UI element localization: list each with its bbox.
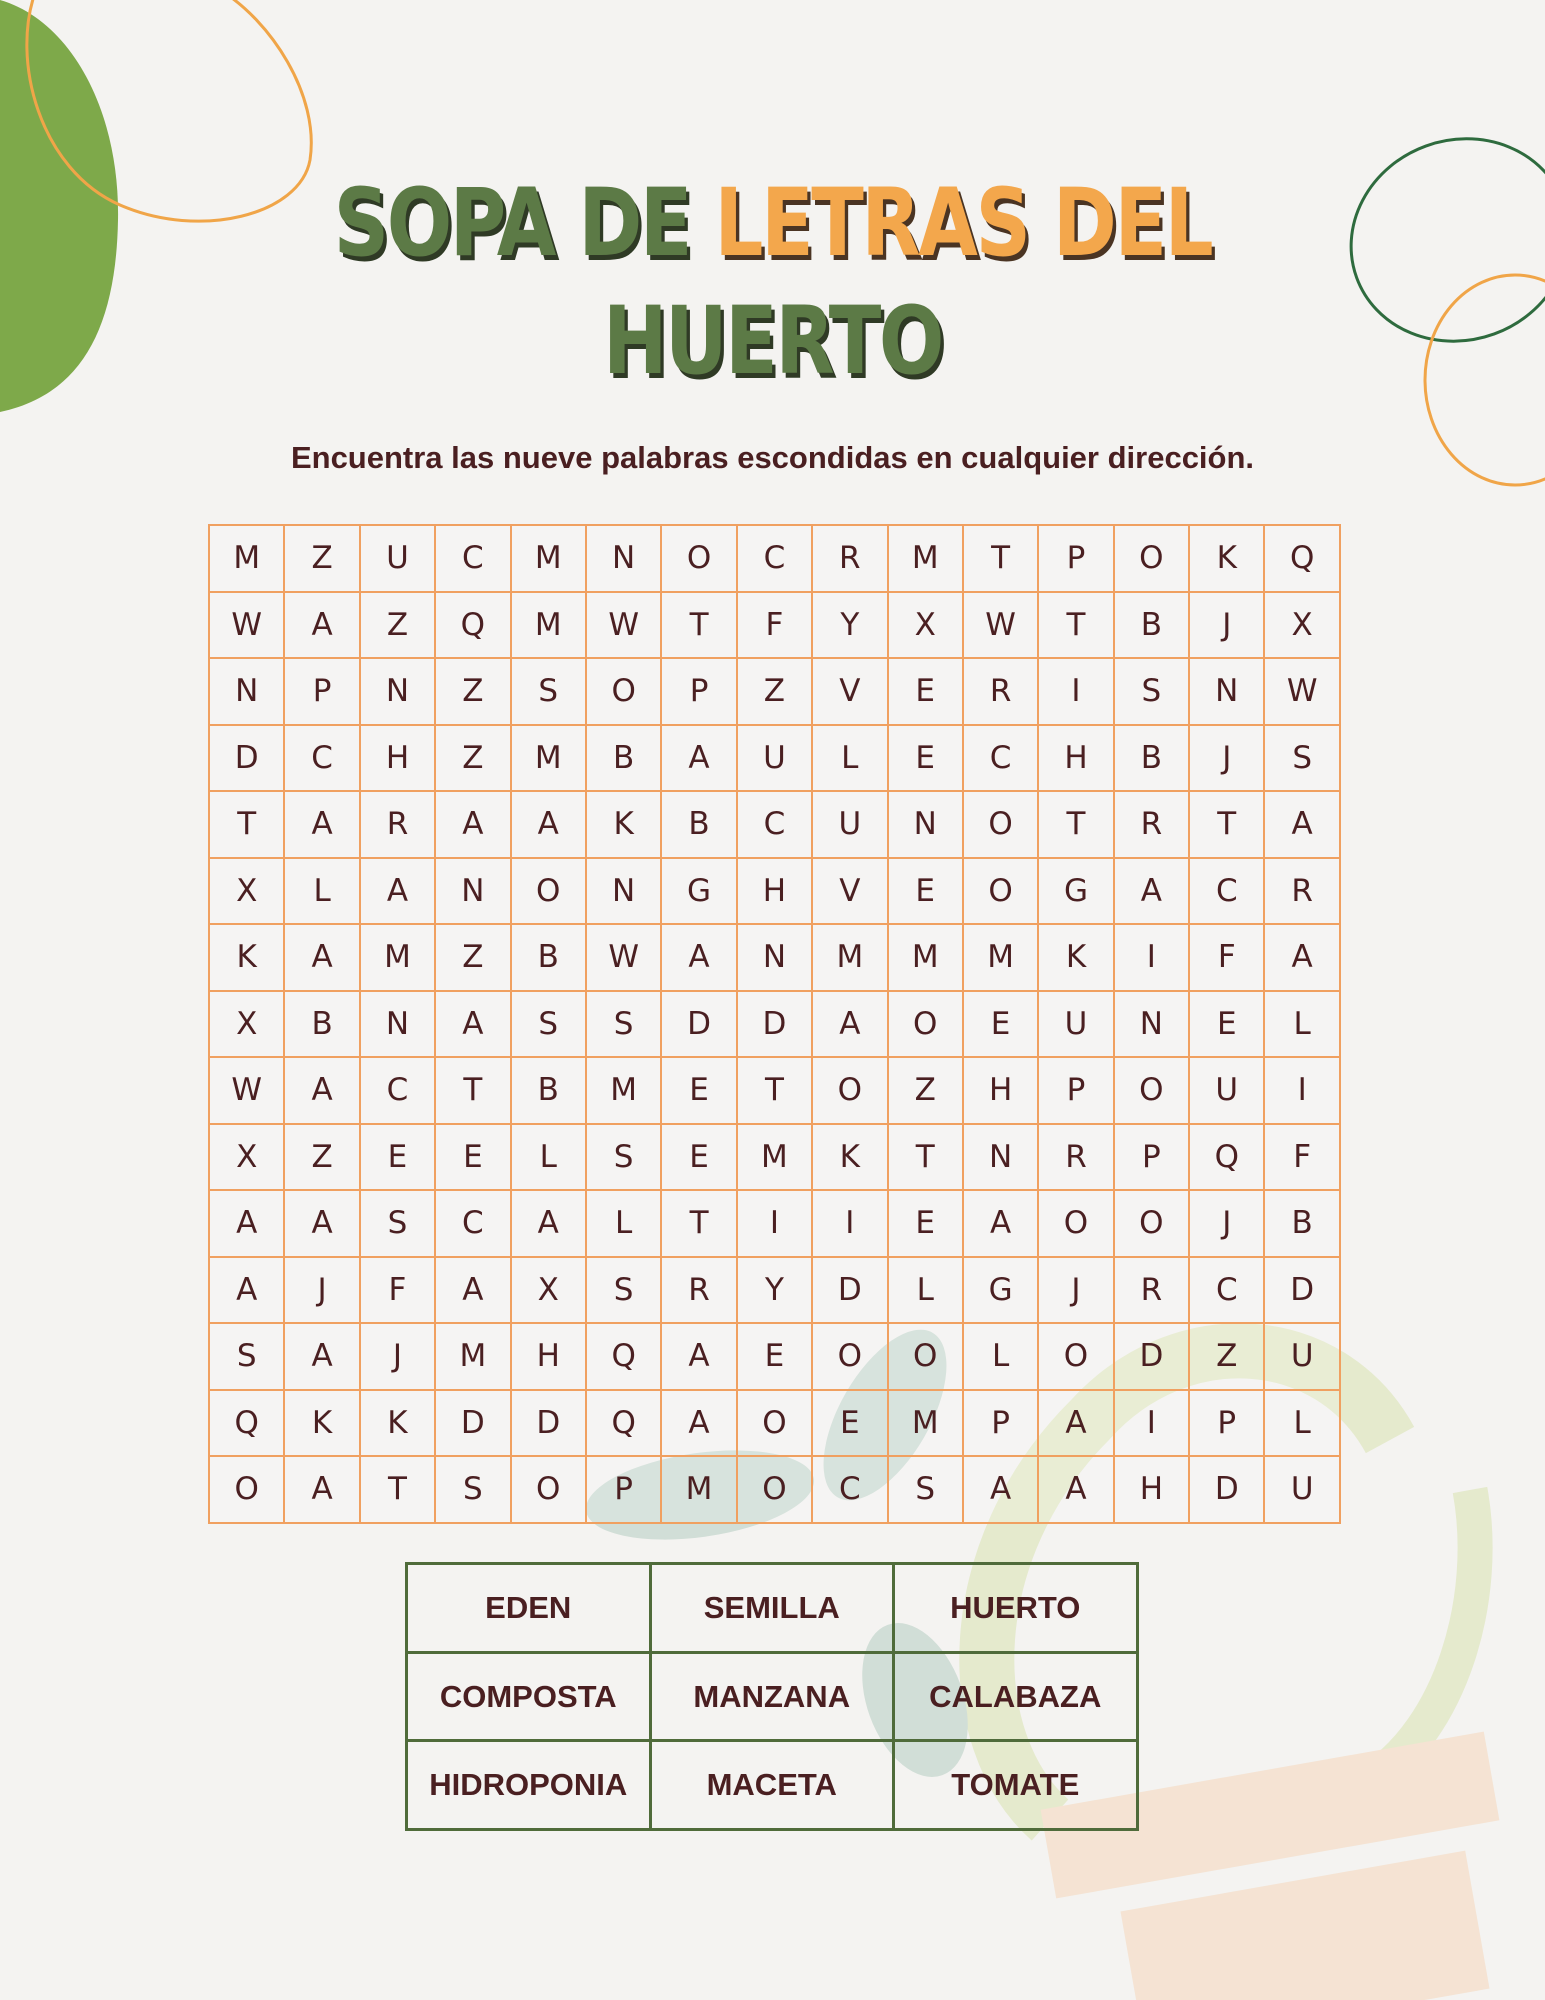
grid-cell[interactable]: C xyxy=(964,726,1039,793)
grid-cell[interactable]: A xyxy=(964,1457,1039,1524)
grid-cell[interactable]: T xyxy=(662,593,737,660)
grid-cell[interactable]: C xyxy=(738,526,813,593)
grid-cell[interactable]: O xyxy=(738,1391,813,1458)
grid-cell[interactable]: P xyxy=(964,1391,1039,1458)
grid-cell[interactable]: A xyxy=(1265,925,1340,992)
grid-cell[interactable]: A xyxy=(1265,792,1340,859)
grid-cell[interactable]: N xyxy=(738,925,813,992)
grid-cell[interactable]: R xyxy=(964,659,1039,726)
grid-cell[interactable]: Z xyxy=(361,593,436,660)
grid-cell[interactable]: Q xyxy=(587,1391,662,1458)
grid-cell[interactable]: A xyxy=(512,1191,587,1258)
grid-cell[interactable]: R xyxy=(813,526,888,593)
grid-cell[interactable]: K xyxy=(361,1391,436,1458)
grid-cell[interactable]: R xyxy=(1039,1125,1114,1192)
grid-cell[interactable]: D xyxy=(512,1391,587,1458)
grid-cell[interactable]: O xyxy=(964,859,1039,926)
word-item: COMPOSTA xyxy=(408,1654,652,1743)
grid-cell[interactable]: A xyxy=(662,726,737,793)
grid-cell[interactable]: G xyxy=(964,1258,1039,1325)
grid-cell[interactable]: T xyxy=(210,792,285,859)
grid-cell[interactable]: L xyxy=(813,726,888,793)
grid-cell[interactable]: P xyxy=(1190,1391,1265,1458)
grid-cell[interactable]: O xyxy=(964,792,1039,859)
grid-cell[interactable]: X xyxy=(1265,593,1340,660)
grid-cell[interactable]: B xyxy=(1265,1191,1340,1258)
grid-cell[interactable]: Z xyxy=(285,1125,360,1192)
grid-cell[interactable]: O xyxy=(210,1457,285,1524)
grid-cell[interactable]: G xyxy=(662,859,737,926)
page-title xyxy=(139,165,1406,401)
grid-cell[interactable]: U xyxy=(1039,992,1114,1059)
grid-cell[interactable]: U xyxy=(1190,1058,1265,1125)
grid-cell[interactable]: Q xyxy=(436,593,511,660)
grid-cell[interactable]: B xyxy=(587,726,662,793)
grid-cell[interactable]: V xyxy=(813,659,888,726)
grid-cell[interactable]: M xyxy=(512,726,587,793)
grid-cell[interactable]: U xyxy=(738,726,813,793)
grid-cell[interactable]: S xyxy=(210,1324,285,1391)
grid-cell[interactable]: Z xyxy=(889,1058,964,1125)
grid-cell[interactable]: E xyxy=(889,659,964,726)
grid-cell[interactable]: D xyxy=(1265,1258,1340,1325)
grid-cell[interactable]: C xyxy=(1190,1258,1265,1325)
grid-cell[interactable]: E xyxy=(813,1391,888,1458)
grid-cell[interactable]: Z xyxy=(436,726,511,793)
grid-cell[interactable]: A xyxy=(210,1258,285,1325)
grid-cell[interactable]: M xyxy=(210,526,285,593)
grid-cell[interactable]: T xyxy=(889,1125,964,1192)
grid-cell[interactable]: T xyxy=(1190,792,1265,859)
grid-cell[interactable]: O xyxy=(813,1324,888,1391)
word-item: TOMATE xyxy=(895,1742,1139,1831)
grid-cell[interactable]: K xyxy=(1039,925,1114,992)
grid-cell[interactable]: X xyxy=(512,1258,587,1325)
grid-cell[interactable]: D xyxy=(662,992,737,1059)
grid-cell[interactable]: N xyxy=(587,526,662,593)
grid-cell[interactable]: N xyxy=(210,659,285,726)
grid-cell[interactable]: H xyxy=(1039,726,1114,793)
grid-cell[interactable]: M xyxy=(889,925,964,992)
grid-cell[interactable]: I xyxy=(1039,659,1114,726)
grid-cell[interactable]: X xyxy=(210,992,285,1059)
grid-cell[interactable]: M xyxy=(436,1324,511,1391)
grid-cell[interactable]: S xyxy=(587,992,662,1059)
grid-cell[interactable]: N xyxy=(587,859,662,926)
grid-cell[interactable]: Z xyxy=(285,526,360,593)
grid-cell[interactable]: J xyxy=(1190,1191,1265,1258)
grid-cell[interactable]: M xyxy=(512,593,587,660)
grid-cell[interactable]: A xyxy=(662,925,737,992)
grid-cell[interactable]: C xyxy=(738,792,813,859)
grid-cell[interactable]: C xyxy=(436,1191,511,1258)
grid-cell[interactable]: M xyxy=(738,1125,813,1192)
grid-cell[interactable]: M xyxy=(512,526,587,593)
grid-cell[interactable]: B xyxy=(512,925,587,992)
grid-cell[interactable]: C xyxy=(285,726,360,793)
grid-cell[interactable]: T xyxy=(1039,593,1114,660)
grid-cell[interactable]: L xyxy=(512,1125,587,1192)
grid-cell[interactable]: O xyxy=(587,659,662,726)
grid-cell[interactable]: S xyxy=(1265,726,1340,793)
grid-cell[interactable]: Q xyxy=(587,1324,662,1391)
title-part-1: SOPA DE xyxy=(333,169,691,278)
grid-cell[interactable]: N xyxy=(964,1125,1039,1192)
grid-cell[interactable]: N xyxy=(889,792,964,859)
grid-cell[interactable]: S xyxy=(587,1125,662,1192)
grid-cell[interactable]: H xyxy=(964,1058,1039,1125)
grid-cell[interactable]: O xyxy=(1039,1324,1114,1391)
grid-cell[interactable]: M xyxy=(889,1391,964,1458)
grid-cell[interactable]: S xyxy=(436,1457,511,1524)
grid-cell[interactable]: A xyxy=(436,792,511,859)
grid-cell[interactable]: E xyxy=(662,1058,737,1125)
grid-cell[interactable]: S xyxy=(1115,659,1190,726)
grid-cell[interactable]: O xyxy=(1115,1058,1190,1125)
grid-cell[interactable]: L xyxy=(285,859,360,926)
grid-cell[interactable]: Z xyxy=(1190,1324,1265,1391)
grid-cell[interactable]: S xyxy=(889,1457,964,1524)
grid-cell[interactable]: Y xyxy=(813,593,888,660)
grid-cell[interactable]: P xyxy=(662,659,737,726)
grid-cell[interactable]: A xyxy=(361,859,436,926)
grid-cell[interactable]: W xyxy=(587,593,662,660)
grid-cell[interactable]: T xyxy=(436,1058,511,1125)
grid-cell[interactable]: O xyxy=(1115,1191,1190,1258)
title-part-2: LETRAS DEL xyxy=(714,169,1212,278)
grid-cell[interactable]: C xyxy=(813,1457,888,1524)
word-item: HIDROPONIA xyxy=(408,1742,652,1831)
grid-cell[interactable]: H xyxy=(1115,1457,1190,1524)
grid-cell[interactable]: O xyxy=(813,1058,888,1125)
grid-cell[interactable]: N xyxy=(436,859,511,926)
grid-cell[interactable]: A xyxy=(285,1457,360,1524)
grid-cell[interactable]: I xyxy=(1115,1391,1190,1458)
word-item: MACETA xyxy=(652,1742,896,1831)
grid-cell[interactable]: O xyxy=(889,992,964,1059)
grid-cell[interactable]: N xyxy=(361,659,436,726)
grid-cell[interactable]: A xyxy=(1115,859,1190,926)
grid-cell[interactable]: A xyxy=(285,925,360,992)
grid-cell[interactable]: E xyxy=(1190,992,1265,1059)
grid-cell[interactable]: C xyxy=(1190,859,1265,926)
grid-cell[interactable]: W xyxy=(964,593,1039,660)
grid-cell[interactable]: Q xyxy=(210,1391,285,1458)
grid-cell[interactable]: O xyxy=(512,859,587,926)
grid-cell[interactable]: A xyxy=(210,1191,285,1258)
instructions: Encuentra las nueve palabras escondidas en cualquier dirección. xyxy=(290,440,1255,475)
grid-cell[interactable]: O xyxy=(889,1324,964,1391)
grid-cell[interactable]: A xyxy=(964,1191,1039,1258)
grid-cell[interactable]: K xyxy=(587,792,662,859)
grid-cell[interactable]: V xyxy=(813,859,888,926)
grid-cell[interactable]: A xyxy=(1039,1457,1114,1524)
grid-cell[interactable]: W xyxy=(587,925,662,992)
grid-cell[interactable]: L xyxy=(889,1258,964,1325)
grid-cell[interactable]: M xyxy=(587,1058,662,1125)
grid-cell[interactable]: N xyxy=(361,992,436,1059)
grid-cell[interactable]: R xyxy=(361,792,436,859)
grid-cell[interactable]: I xyxy=(738,1191,813,1258)
grid-cell[interactable]: X xyxy=(210,1125,285,1192)
grid-cell[interactable]: M xyxy=(889,526,964,593)
grid-cell[interactable]: D xyxy=(1190,1457,1265,1524)
grid-cell[interactable]: W xyxy=(210,1058,285,1125)
grid-cell[interactable]: B xyxy=(285,992,360,1059)
grid-cell[interactable]: E xyxy=(738,1324,813,1391)
grid-cell[interactable]: Y xyxy=(738,1258,813,1325)
grid-cell[interactable]: R xyxy=(1115,1258,1190,1325)
grid-cell[interactable]: P xyxy=(587,1457,662,1524)
grid-cell[interactable]: K xyxy=(285,1391,360,1458)
grid-cell[interactable]: A xyxy=(285,1191,360,1258)
grid-cell[interactable]: H xyxy=(361,726,436,793)
grid-cell[interactable]: L xyxy=(964,1324,1039,1391)
grid-cell[interactable]: B xyxy=(1115,726,1190,793)
grid-cell[interactable]: I xyxy=(1265,1058,1340,1125)
grid-cell[interactable]: J xyxy=(1039,1258,1114,1325)
grid-cell[interactable]: O xyxy=(738,1457,813,1524)
grid-cell[interactable]: U xyxy=(361,526,436,593)
grid-cell[interactable]: F xyxy=(1265,1125,1340,1192)
grid-cell[interactable]: O xyxy=(1039,1191,1114,1258)
grid-cell[interactable]: R xyxy=(1115,792,1190,859)
grid-cell[interactable]: A xyxy=(285,1058,360,1125)
grid-cell[interactable]: T xyxy=(1039,792,1114,859)
grid-cell[interactable]: M xyxy=(361,925,436,992)
grid-cell[interactable]: X xyxy=(889,593,964,660)
grid-cell[interactable]: D xyxy=(1115,1324,1190,1391)
grid-cell[interactable]: H xyxy=(738,859,813,926)
letter-grid xyxy=(208,524,1341,1524)
grid-cell[interactable]: C xyxy=(361,1058,436,1125)
grid-cell[interactable]: A xyxy=(436,1258,511,1325)
grid-cell[interactable]: L xyxy=(1265,1391,1340,1458)
grid-cell[interactable]: J xyxy=(1190,593,1265,660)
word-item: MANZANA xyxy=(652,1654,896,1743)
word-item: EDEN xyxy=(408,1565,652,1654)
word-list xyxy=(405,1562,1139,1831)
grid-cell[interactable]: T xyxy=(662,1191,737,1258)
grid-cell[interactable]: I xyxy=(1115,925,1190,992)
grid-cell[interactable]: F xyxy=(738,593,813,660)
grid-cell[interactable]: B xyxy=(512,1058,587,1125)
grid-cell[interactable]: J xyxy=(361,1324,436,1391)
grid-cell[interactable]: A xyxy=(436,992,511,1059)
grid-cell[interactable]: A xyxy=(662,1391,737,1458)
grid-cell[interactable]: A xyxy=(813,992,888,1059)
grid-cell[interactable]: S xyxy=(587,1258,662,1325)
grid-cell[interactable]: N xyxy=(1115,992,1190,1059)
word-item: HUERTO xyxy=(895,1565,1139,1654)
grid-cell[interactable]: Z xyxy=(738,659,813,726)
grid-cell[interactable]: N xyxy=(1190,659,1265,726)
grid-cell[interactable]: D xyxy=(738,992,813,1059)
grid-cell[interactable]: E xyxy=(964,992,1039,1059)
grid-cell[interactable]: K xyxy=(813,1125,888,1192)
grid-cell[interactable]: A xyxy=(285,1324,360,1391)
grid-cell[interactable]: S xyxy=(361,1191,436,1258)
grid-cell[interactable]: E xyxy=(436,1125,511,1192)
grid-cell[interactable]: E xyxy=(889,859,964,926)
grid-cell[interactable]: F xyxy=(361,1258,436,1325)
grid-cell[interactable]: E xyxy=(662,1125,737,1192)
grid-cell[interactable]: R xyxy=(1265,859,1340,926)
grid-cell[interactable]: T xyxy=(361,1457,436,1524)
grid-cell[interactable]: Q xyxy=(1190,1125,1265,1192)
grid-cell[interactable]: O xyxy=(662,526,737,593)
grid-cell[interactable]: I xyxy=(813,1191,888,1258)
grid-cell[interactable]: E xyxy=(361,1125,436,1192)
grid-cell[interactable]: A xyxy=(512,792,587,859)
grid-cell[interactable]: B xyxy=(662,792,737,859)
grid-cell[interactable]: J xyxy=(285,1258,360,1325)
grid-cell[interactable]: P xyxy=(1115,1125,1190,1192)
word-item: SEMILLA xyxy=(652,1565,896,1654)
grid-cell[interactable]: C xyxy=(436,526,511,593)
grid-cell[interactable]: A xyxy=(662,1324,737,1391)
grid-cell[interactable]: D xyxy=(813,1258,888,1325)
grid-cell[interactable]: W xyxy=(210,593,285,660)
grid-cell[interactable]: S xyxy=(512,992,587,1059)
grid-cell[interactable]: M xyxy=(662,1457,737,1524)
grid-cell[interactable]: U xyxy=(1265,1324,1340,1391)
grid-cell[interactable]: H xyxy=(512,1324,587,1391)
grid-cell[interactable]: F xyxy=(1190,925,1265,992)
grid-cell[interactable]: A xyxy=(1039,1391,1114,1458)
grid-cell[interactable]: A xyxy=(285,792,360,859)
grid-cell[interactable]: T xyxy=(964,526,1039,593)
grid-cell[interactable]: P xyxy=(1039,526,1114,593)
grid-cell[interactable]: E xyxy=(889,726,964,793)
grid-cell[interactable]: K xyxy=(210,925,285,992)
grid-cell[interactable]: D xyxy=(436,1391,511,1458)
word-item: CALABAZA xyxy=(895,1654,1139,1743)
grid-cell[interactable]: L xyxy=(1265,992,1340,1059)
grid-cell[interactable]: E xyxy=(889,1191,964,1258)
green-blob xyxy=(0,0,118,412)
grid-cell[interactable]: K xyxy=(1190,526,1265,593)
grid-cell[interactable]: P xyxy=(1039,1058,1114,1125)
grid-cell[interactable]: U xyxy=(1265,1457,1340,1524)
grid-cell[interactable]: Z xyxy=(436,925,511,992)
grid-cell[interactable]: R xyxy=(662,1258,737,1325)
grid-cell[interactable]: O xyxy=(1115,526,1190,593)
grid-cell[interactable]: P xyxy=(285,659,360,726)
grid-cell[interactable]: S xyxy=(512,659,587,726)
title-part-3: HUERTO xyxy=(603,287,942,396)
grid-cell[interactable]: J xyxy=(1190,726,1265,793)
grid-cell[interactable]: M xyxy=(964,925,1039,992)
grid-cell[interactable]: X xyxy=(210,859,285,926)
grid-cell[interactable]: M xyxy=(813,925,888,992)
grid-cell[interactable]: Z xyxy=(436,659,511,726)
grid-cell[interactable]: Q xyxy=(1265,526,1340,593)
grid-cell[interactable]: O xyxy=(512,1457,587,1524)
grid-cell[interactable]: U xyxy=(813,792,888,859)
grid-cell[interactable]: B xyxy=(1115,593,1190,660)
grid-cell[interactable]: G xyxy=(1039,859,1114,926)
grid-cell[interactable]: W xyxy=(1265,659,1340,726)
grid-cell[interactable]: D xyxy=(210,726,285,793)
grid-cell[interactable]: A xyxy=(285,593,360,660)
grid-cell[interactable]: L xyxy=(587,1191,662,1258)
grid-cell[interactable]: T xyxy=(738,1058,813,1125)
